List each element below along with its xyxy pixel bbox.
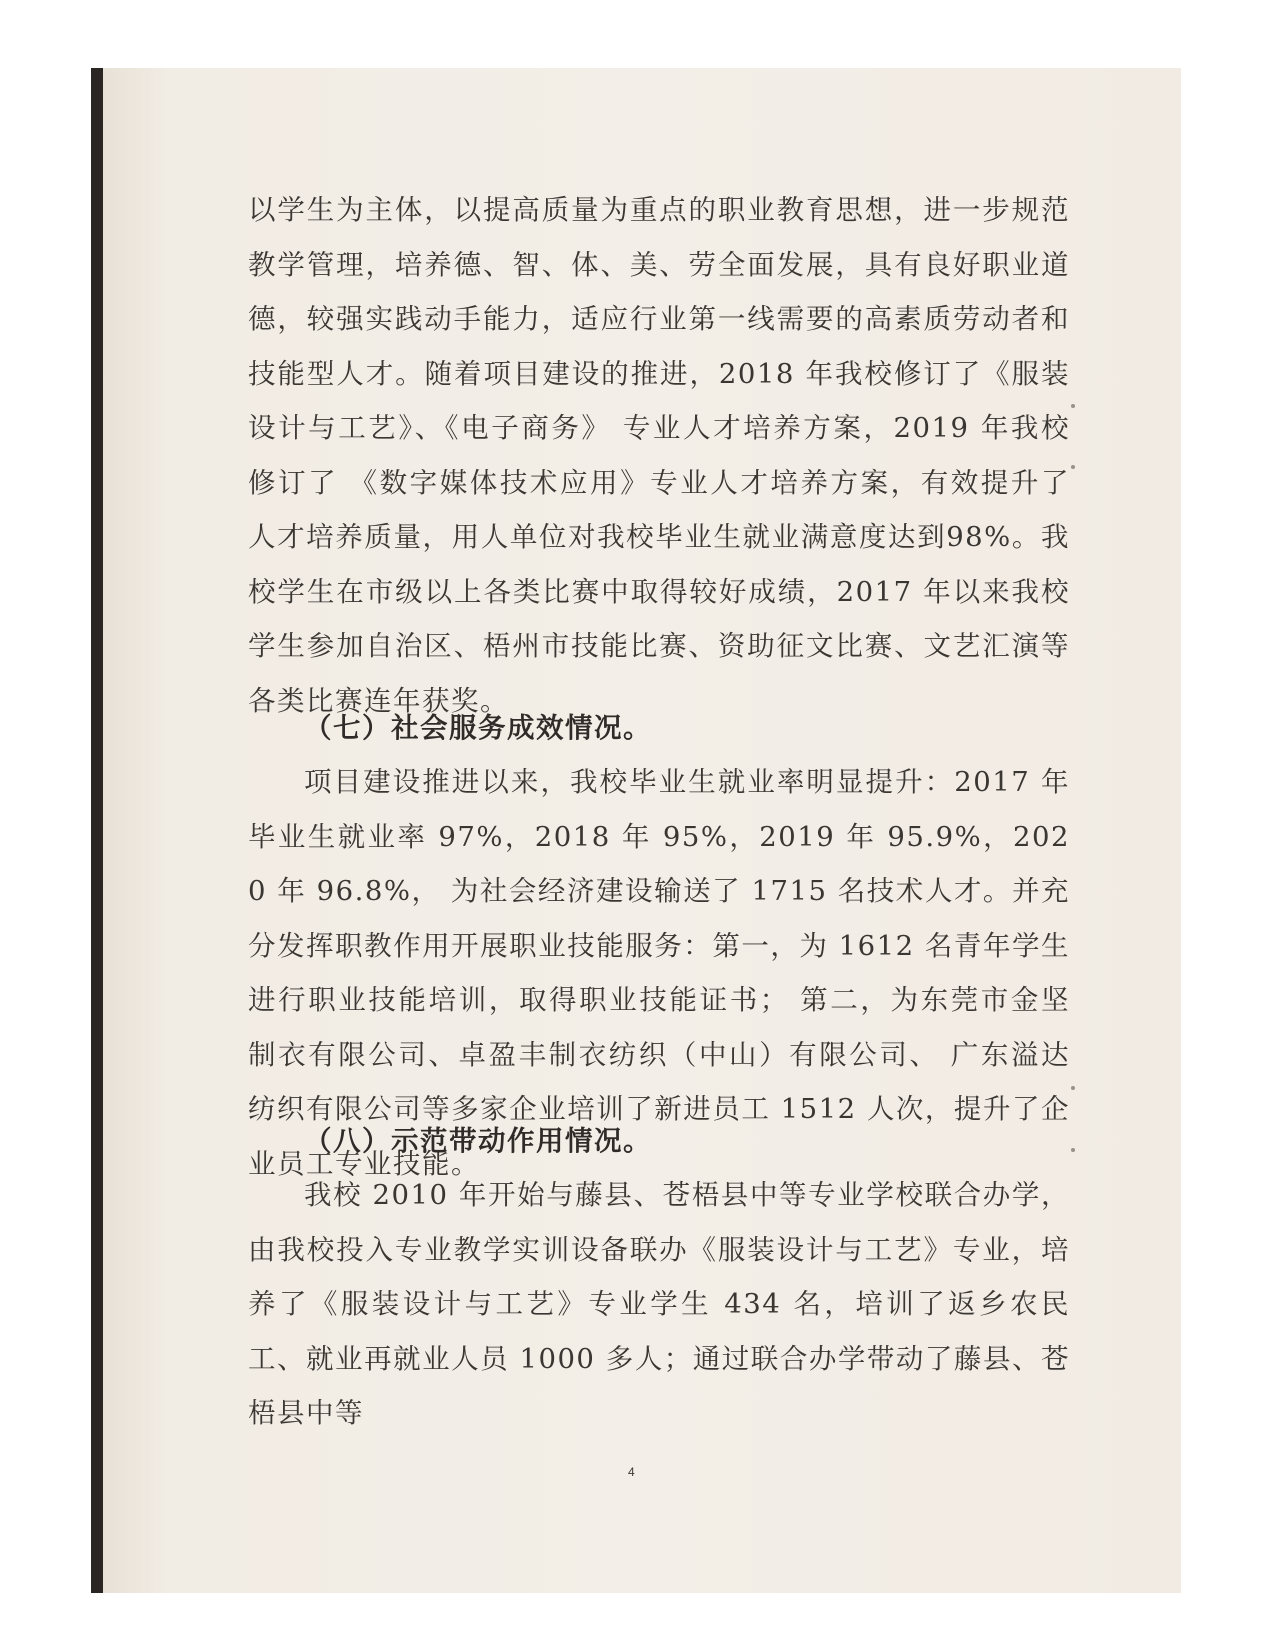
scan-speck: [1071, 1148, 1075, 1152]
section-8-heading: （八）示范带动作用情况。: [304, 1125, 652, 1157]
page-number: 4: [628, 1465, 635, 1479]
scan-speck: [1071, 1086, 1075, 1090]
paragraph-continuation: 以学生为主体，以提高质量为重点的职业教育思想，进一步规范教学管理，培养德、智、体、美、劳全面发展，具有良好职业道德，较强实践动手能力，适应行业第一线需要的高素质劳动者和技能型人才。随着项目建设的推进，2018 年我校修订了《服装设计与工艺》、《电子商务》 专业人才培养方案，2019 年我校修订了 《数字媒体技术应用》专业人才培养方案，有效提升了人才培养质量，用人单位对我校毕业生就业满意度达到98%。我校学生在市级以上各类比赛中取得较好成绩，2017 年以来我校学生参加自治区、梧州市技能比赛、资助征文比赛、文艺汇演等各类比赛连年获奖。: [248, 194, 1070, 717]
scan-speck: [1071, 465, 1075, 469]
section-7-body: 项目建设推进以来，我校毕业生就业率明显提升：2017 年毕业生就业率 97%，2018 年 95%，2019 年 95.9%，2020 年 96.8%， 为社会经济建设输送了 1715 名技术人才。并充分发挥职教作用开展职业技能服务：第一，为 1612 名青年学生进行职业技能培训，取得职业技能证书； 第二，为东莞市金坚制衣有限公司、卓盈丰制衣纺织（中山）有限公司、 广东溢达纺织有限公司等多家企业培训了新进员工 1512 人次，提升了企业员工专业技能。: [248, 766, 1070, 1180]
section-7-heading: （七）社会服务成效情况。: [304, 712, 652, 744]
scan-speck: [1071, 404, 1075, 408]
section-8-body: 我校 2010 年开始与藤县、苍梧县中等专业学校联合办学，由我校投入专业教学实训设备联办《服装设计与工艺》专业，培养了《服装设计与工艺》专业学生 434 名，培训了返乡农民工、就业再就业人员 1000 多人；通过联合办学带动了藤县、苍梧县中等: [248, 1179, 1070, 1429]
